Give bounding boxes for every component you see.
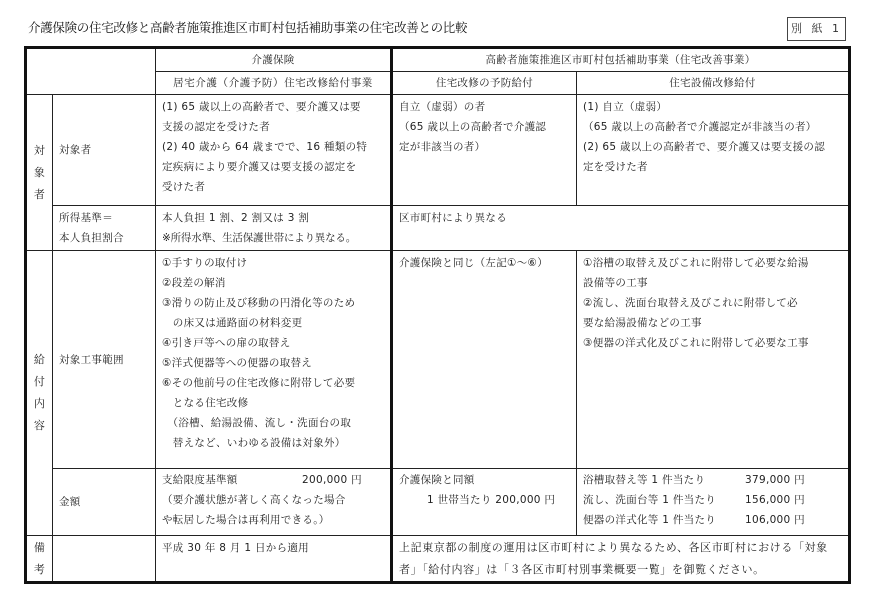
cell-amount-prevention bbox=[392, 469, 577, 536]
text-line: 介護保険と同額 bbox=[399, 474, 475, 486]
text-line: 所得基準＝ bbox=[59, 212, 113, 224]
group-remarks bbox=[26, 536, 53, 583]
cell-income-care-insurance bbox=[156, 206, 392, 251]
cell-amount-care-insurance bbox=[156, 469, 392, 536]
limit-label: 支給限度基準額 bbox=[162, 474, 238, 486]
group-char: 容 bbox=[33, 419, 46, 432]
text-line: （65 歳以上の高齢者で介護認 bbox=[399, 121, 547, 133]
text-line: 本人負担割合 bbox=[59, 232, 124, 244]
row-label-work-scope: 対象工事範囲 bbox=[53, 251, 156, 469]
list-item: 替えなど、いわゆる設備は対象外） bbox=[162, 437, 346, 449]
cell-remarks-care-insurance: 平成 30 年 8 月 1 日から適用 bbox=[156, 536, 392, 583]
amount-item bbox=[583, 470, 842, 490]
list-item: ②流し、洗面台取替え及びこれに附帯して必 bbox=[583, 297, 798, 309]
list-item: （浴槽、給湯設備、流し・洗面台の取 bbox=[162, 417, 352, 429]
amount-item bbox=[583, 490, 842, 510]
group-char: 対 bbox=[33, 143, 46, 157]
amount-label: 浴槽取替え等 1 件当たり bbox=[583, 474, 706, 486]
cell-target-care-insurance bbox=[156, 95, 392, 206]
group-char: 象 bbox=[33, 165, 46, 179]
text-line: (1) 自立（虚弱） bbox=[583, 101, 668, 113]
text-line: 1 世帯当たり 200,000 円 bbox=[427, 494, 556, 506]
group-char: 付 bbox=[33, 375, 46, 388]
list-item: 設備等の工事 bbox=[583, 277, 648, 289]
text-line: 定疾病により要介護又は要支援の認定を bbox=[162, 161, 357, 173]
cell-scope-care-insurance bbox=[156, 251, 392, 469]
list-item: ⑥その他前号の住宅改修に附帯して必要 bbox=[162, 377, 356, 389]
list-item: 介護保険と同じ（左記①～⑥） bbox=[399, 257, 549, 269]
cell-target-prevention bbox=[392, 95, 577, 206]
list-item: ①手すりの取付け bbox=[162, 257, 248, 269]
text-line: 支援の認定を受けた者 bbox=[162, 121, 270, 133]
group-char: 考 bbox=[33, 562, 46, 576]
amount-item bbox=[583, 510, 842, 530]
cell-scope-equipment bbox=[577, 251, 850, 469]
group-benefit bbox=[26, 251, 53, 536]
text-line: 本人負担 1 割、2 割又は 3 割 bbox=[162, 212, 310, 224]
header-empty-cell bbox=[26, 48, 156, 95]
header-prevention-benefit: 住宅改修の予防給付 bbox=[392, 72, 577, 95]
comparison-table bbox=[24, 46, 851, 584]
header-care-insurance-sub: 居宅介護（介護予防）住宅改修給付事業 bbox=[156, 72, 392, 95]
header-care-insurance: 介護保険 bbox=[156, 48, 392, 72]
amount-value: 379,000 円 bbox=[745, 474, 805, 486]
limit-value: 200,000 円 bbox=[302, 474, 362, 486]
text-line: 自立（虚弱）の者 bbox=[399, 101, 486, 113]
list-item: 要な給湯設備などの工事 bbox=[583, 317, 702, 329]
list-item: ⑤洋式便器等への便器の取替え bbox=[162, 357, 313, 369]
text-line: 上記東京都の制度の運用は区市町村により異なるため、各区市町村における「対象 bbox=[399, 541, 828, 554]
header-subsidy: 高齢者施策推進区市町村包括補助事業（住宅改善事業） bbox=[392, 48, 850, 72]
row-label-target-persons: 対象者 bbox=[53, 95, 156, 206]
attachment-label: 別 紙 1 bbox=[787, 17, 846, 41]
list-item: ③滑りの防止及び移動の円滑化等のため bbox=[162, 297, 356, 309]
text-line: 受けた者 bbox=[162, 181, 206, 193]
group-char: 給 bbox=[33, 353, 46, 366]
text-line: (2) 40 歳から 64 歳までで、16 種類の特 bbox=[162, 141, 368, 153]
row-label-remarks-empty bbox=[53, 536, 156, 583]
group-target bbox=[26, 95, 53, 251]
text-line: や転居した場合は再利用できる。） bbox=[162, 514, 330, 526]
list-item: の床又は通路面の材料変更 bbox=[162, 317, 303, 329]
cell-amount-equipment bbox=[577, 469, 850, 536]
text-line: 定が非該当の者） bbox=[399, 141, 486, 153]
amount-label: 便器の洋式化等 1 件当たり bbox=[583, 514, 717, 526]
cell-scope-prevention bbox=[392, 251, 577, 469]
row-label-amount: 金額 bbox=[53, 469, 156, 536]
cell-target-equipment bbox=[577, 95, 850, 206]
text-line: （要介護状態が著しく高くなった場合 bbox=[162, 494, 346, 506]
text-line: （65 歳以上の高齢者で介護認定が非該当の者） bbox=[583, 121, 817, 133]
list-item: ①浴槽の取替え及びこれに附帯して必要な給湯 bbox=[583, 257, 809, 269]
amount-label: 流し、洗面台等 1 件当たり bbox=[583, 494, 717, 506]
limit-line bbox=[162, 470, 384, 490]
group-char: 備 bbox=[33, 540, 46, 554]
text-line: 定を受けた者 bbox=[583, 161, 648, 173]
text-line: 者」「給付内容」は「３各区市町村別事業概要一覧」を御覧ください。 bbox=[399, 563, 765, 576]
text-line: (1) 65 歳以上の高齢者で、要介護又は要 bbox=[162, 101, 361, 113]
group-char: 者 bbox=[33, 187, 46, 201]
list-item: ②段差の解消 bbox=[162, 277, 226, 289]
list-item: ③便器の洋式化及びこれに附帯して必要な工事 bbox=[583, 337, 809, 349]
amount-value: 106,000 円 bbox=[745, 514, 805, 526]
document-title: 介護保険の住宅改修と高齢者施策推進区市町村包括補助事業の住宅改善との比較 bbox=[28, 20, 468, 35]
text-line: (2) 65 歳以上の高齢者で、要介護又は要支援の認 bbox=[583, 141, 825, 153]
cell-remarks-subsidy bbox=[392, 536, 850, 583]
list-item: ④引き戸等への扉の取替え bbox=[162, 337, 291, 349]
header-equipment-benefit: 住宅設備改修給付 bbox=[577, 72, 850, 95]
group-char: 内 bbox=[33, 397, 46, 410]
list-item: となる住宅改修 bbox=[162, 397, 249, 409]
amount-value: 156,000 円 bbox=[745, 494, 805, 506]
row-label-income-standard bbox=[53, 206, 156, 251]
cell-income-subsidy: 区市町村により異なる bbox=[392, 206, 850, 251]
text-line: ※所得水準、生活保護世帯により異なる。 bbox=[162, 232, 356, 244]
